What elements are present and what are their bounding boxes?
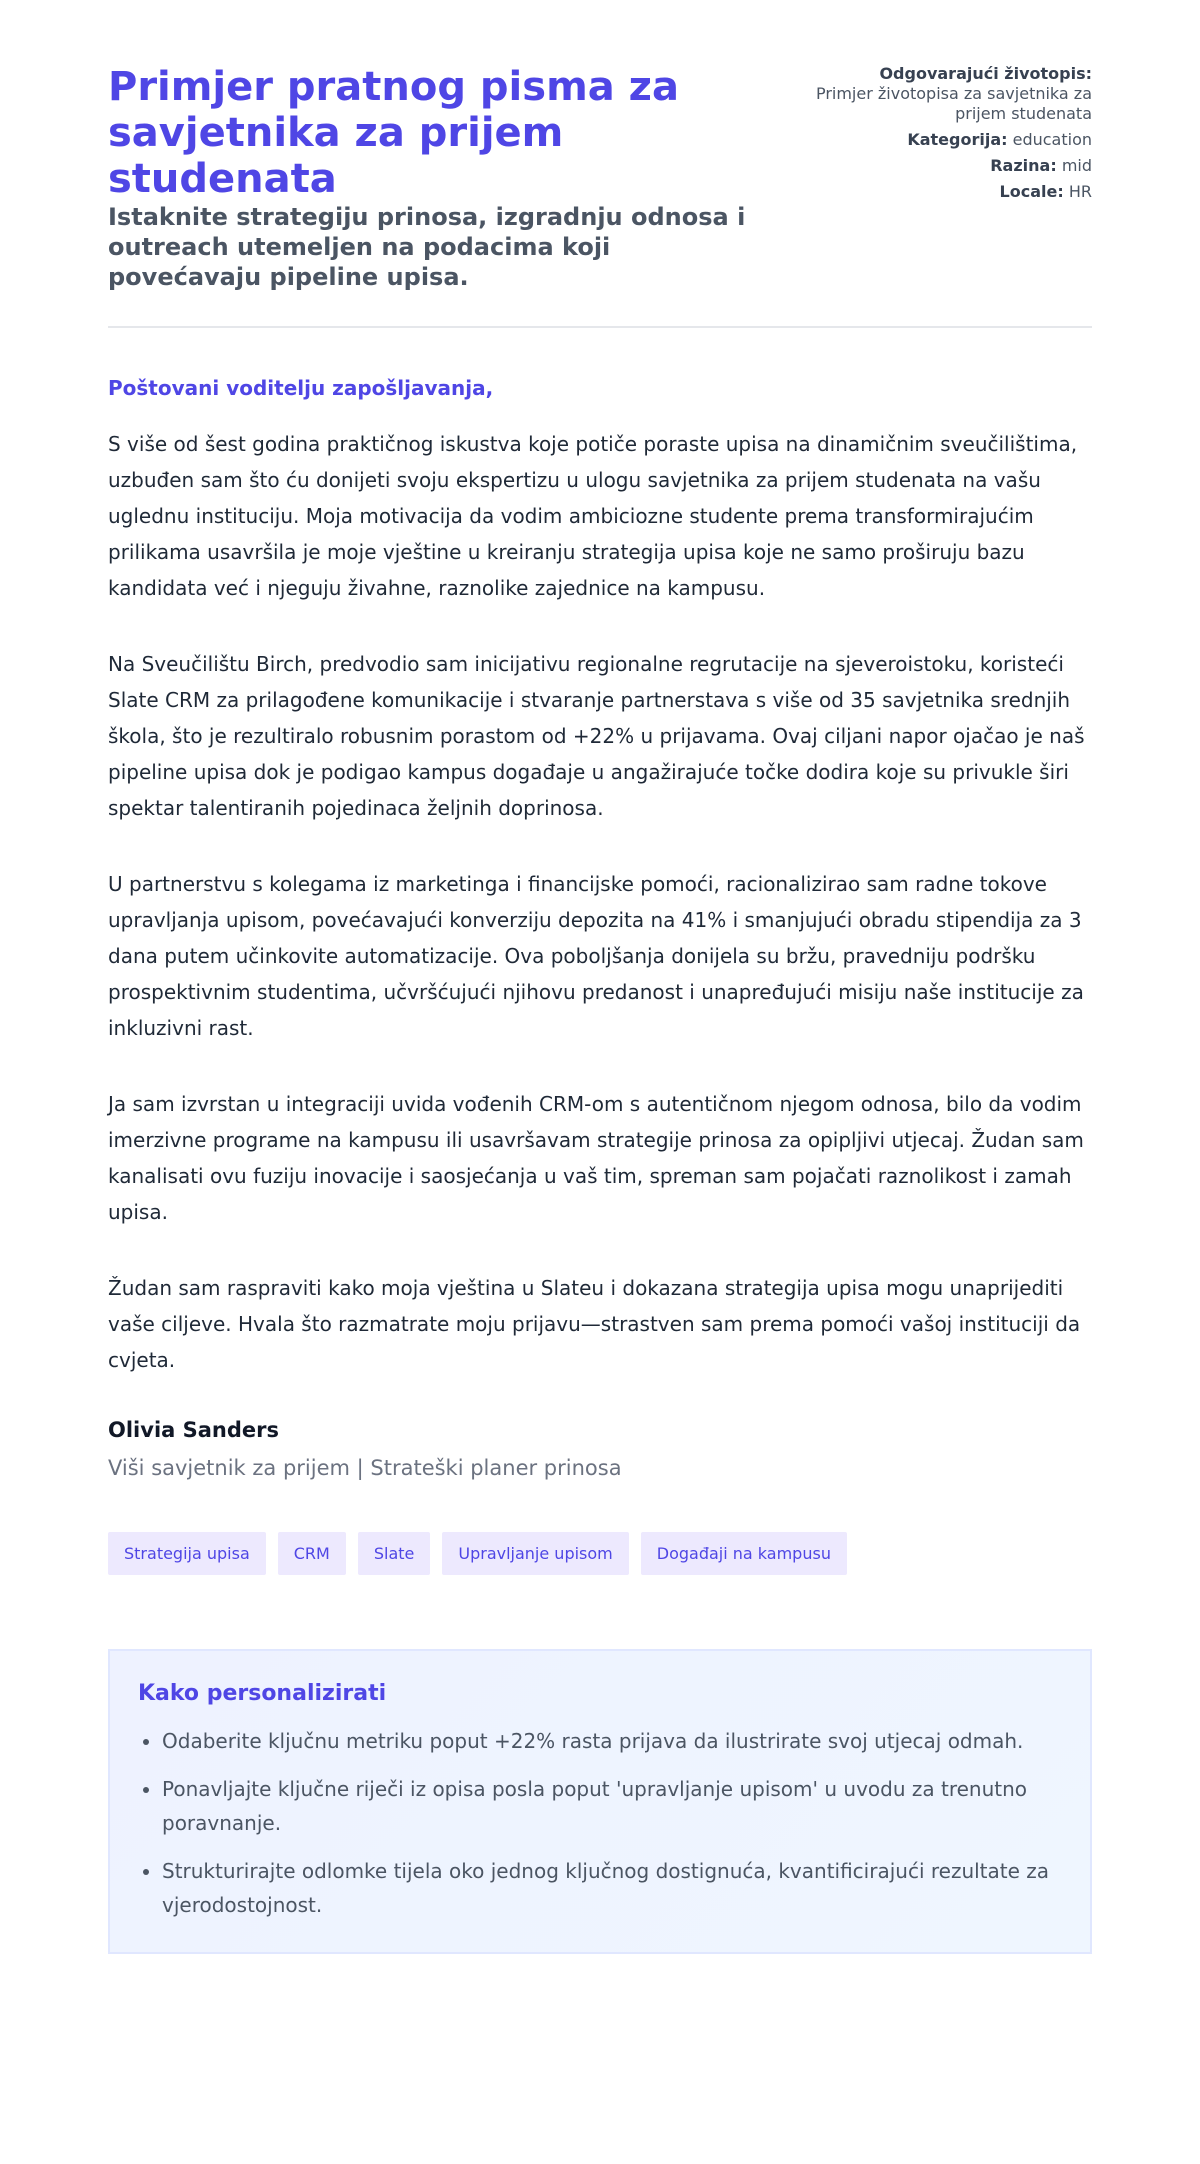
meta-level (792, 156, 1092, 176)
tips-list (138, 1724, 1062, 1922)
meta-resume-link[interactable]: Primjer životopisa za savjetnika za prijem studenata (815, 84, 1092, 123)
meta-resume-label: Odgovarajući životopis: (879, 64, 1092, 83)
tag-list (108, 1532, 1092, 1575)
tip-item: • Odaberite ključnu metriku poput +22% rasta prijava da ilustrirate svoj utjecaj odmah. (162, 1724, 1062, 1758)
tag-slate[interactable]: Slate (358, 1532, 431, 1575)
letter-salutation: Poštovani voditelju zapošljavanja, (108, 376, 494, 400)
signature-name: Olivia Sanders (108, 1418, 279, 1442)
tip-item: • Ponavljajte ključne riječi iz opisa posla poput 'upravljanje upisom' u uvodu za trenutno poravnanje. (162, 1772, 1062, 1840)
tips-heading: Kako personalizirati (138, 1681, 387, 1706)
signature-title: Viši savjetnik za prijem | Strateški planer prinosa (108, 1456, 622, 1480)
header-left (108, 64, 768, 292)
letter-paragraph: S više od šest godina praktičnog iskustva koje potiče poraste upisa na dinamičnim sveučilištima, uzbuđen sam što ću donijeti svoju ekspertizu u ulogu savjetnika za prijem studenata na vašu uglednu instituciju. Moja motivacija da vodim ambiciozne studente prema transformirajućim prilikama usavršila je moje vještine u kreiranju strategija upisa koje ne samo proširuju bazu kandidata već i njeguju živahne, raznolike zajednice na kampusu. (108, 432, 1078, 600)
meta-category-label: Kategorija: (907, 130, 1008, 149)
page-subtitle: Istaknite strategiju prinosa, izgradnju odnosa i outreach utemeljen na podacima koji povećavaju pipeline upisa. (108, 203, 746, 291)
tip-item: • Strukturirajte odlomke tijela oko jednog ključnog dostignuća, kvantificirajući rezultate za vjerodostojnost. (162, 1854, 1062, 1922)
letter-paragraph: Na Sveučilištu Birch, predvodio sam inicijativu regionalne regrutacije na sjeveroistoku, koristeći Slate CRM za prilagođene komunikacije i stvaranje partnerstava s više od 35 savjetnika srednjih škola, što je rezultiralo robusnim porastom od +22% u prijavama. Ovaj ciljani napor ojačao je naš pipeline upisa dok je podigao kampus događaje u angažirajuće točke dodira koje su privukle širi spektar talentiranih pojedinaca željnih doprinosa. (108, 652, 1085, 820)
cover-letter-page (108, 0, 1092, 1954)
tag-crm[interactable]: CRM (278, 1532, 346, 1575)
personalize-tips-box (108, 1649, 1092, 1954)
meta-locale (792, 182, 1092, 202)
meta-resume (792, 64, 1092, 124)
letter-paragraph: Žudan sam raspraviti kako moja vještina u Slateu i dokazana strategija upisa mogu unaprijediti vaše ciljeve. Hvala što razmatrate moju prijavu—strastven sam prema pomoći vašoj instituciji da cvjeta. (108, 1276, 1081, 1372)
header-divider (108, 326, 1092, 328)
page-title: Primjer pratnog pisma za savjetnika za prijem studenata (108, 64, 679, 202)
meta-category-value: education (1012, 130, 1092, 149)
tag-strategija-upisa[interactable]: Strategija upisa (108, 1532, 266, 1575)
meta-locale-value: HR (1068, 182, 1092, 201)
meta-locale-label: Locale: (999, 182, 1064, 201)
meta-panel (792, 64, 1092, 208)
meta-level-label: Razina: (990, 156, 1057, 175)
tag-dogadaji-na-kampusu[interactable]: Događaji na kampusu (641, 1532, 847, 1575)
page-header (108, 64, 1092, 292)
meta-category (792, 130, 1092, 150)
meta-level-value: mid (1061, 156, 1092, 175)
tag-upravljanje-upisom[interactable]: Upravljanje upisom (442, 1532, 628, 1575)
letter-paragraph: Ja sam izvrstan u integraciji uvida vođenih CRM-om s autentičnom njegom odnosa, bilo da vodim imerzivne programe na kampusu ili usavršavam strategije prinosa za opipljivi utjecaj. Žudan sam kanalisati ovu fuziju inovacije i saosjećanja u vaš tim, spreman sam pojačati raznolikost i zamah upisa. (108, 1092, 1084, 1224)
letter-paragraph: U partnerstvu s kolegama iz marketinga i financijske pomoći, racionalizirao sam radne tokove upravljanja upisom, povećavajući konverziju depozita na 41% i smanjujući obradu stipendija za 3 dana putem učinkovite automatizacije. Ova poboljšanja donijela su bržu, pravedniju podršku prospektivnim studentima, učvršćujući njihovu predanost i unapređujući misiju naše institucije za inkluzivni rast. (108, 872, 1084, 1040)
